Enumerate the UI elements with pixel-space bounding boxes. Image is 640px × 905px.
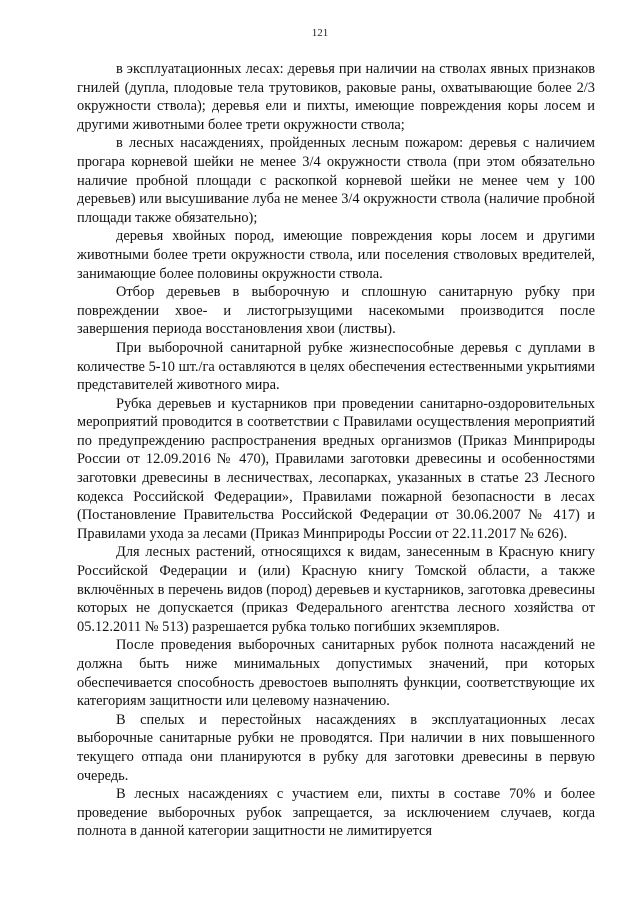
paragraph-stand-density: После проведения выборочных санитарных рубок полнота насаждений не должна быть ниже минимальных допустимых значений, при которых обеспечивается способность древостоев выполнять функции, соответствующие их категориям защитности или целевому назначению.: [77, 637, 595, 710]
paragraph-hollow-trees: При выборочной санитарной рубке жизнеспособные деревья с дуплами в количестве 5-10 шт./га оставляются в целях обеспечения естественными укрытиями представителей животного мира.: [77, 339, 595, 394]
paragraph-mature-stands: В спелых и перестойных насаждениях в эксплуатационных лесах выборочные санитарные рубки не проводятся. При наличии в них повышенного текущего отпада они планируются в рубку для заготовки древесины в первую очередь.: [77, 711, 595, 784]
paragraph-insect-damage-selection: Отбор деревьев в выборочную и сплошную санитарную рубку при повреждении хвое- и листогрызущими насекомыми производится после завершения периода восстановления хвои (листвы).: [77, 284, 595, 338]
paragraph-red-book-species: Для лесных растений, относящихся к видам, занесенным в Красную книгу Российской Федерации и (или) Красную книгу Томской области, а также включённых в перечень видов (пород) деревьев и кустарников, заготовка древесины которых не допускается (приказ Федерального агентства лесного хозяйства от 05.12.2011 № 513) разрешается рубка только погибших экземпляров.: [77, 544, 595, 635]
paragraph-exploitation-forests: в эксплуатационных лесах: деревья при наличии на стволах явных признаков гнилей (дупла, плодовые тела трутовиков, раковые раны, охватывающие более 2/3 окружности ствола); деревья ели и пихты, имеющие повреждения коры лосем и другими животными более трети окружности ствола;: [77, 61, 595, 133]
paragraph-sanitary-felling-rules: Рубка деревьев и кустарников при проведении санитарно-оздоровительных мероприятий проводится в соответствии с Правилами осуществления мероприятий по предупреждению распространения вредных организмов (Приказ Минприроды России от 12.09.2016 № 470), Правилами заготовки древесины и особенностями заготовки древесины в лесничествах, лесопарках, указанных в статье 23 Лесного кодекса Российской Федерации», Правилами пожарной безопасности в лесах (Постановление Правительства Российской Федерации от 30.06.2007 № 417) и Правилами ухода за лесами (Приказ Минприроды России от 22.11.2017 № 626).: [77, 395, 595, 542]
document-body: [77, 60, 595, 841]
paragraph-conifer-bark-damage: деревья хвойных пород, имеющие повреждения коры лосем и другими животными более трети окружности ствола, или поселения стволовых вредителей, занимающие более половины окружности ствола.: [77, 228, 595, 282]
paragraph-spruce-fir-stands: В лесных насаждениях с участием ели, пихты в составе 70% и более проведение выборочных рубок запрещается, за исключением случаев, когда полнота в данной категории защитности не лимитируется: [77, 786, 595, 840]
page-number: 121: [311, 27, 329, 39]
paragraph-fire-damaged-stands: в лесных насаждениях, пройденных лесным пожаром: деревья с наличием прогара корневой шейки не менее 3/4 окружности ствола (при этом обязательно наличие пробной площади с раскопкой корневой шейки не менее чем у 100 деревьев) или высушивание луба не менее 3/4 окружности ствола (наличие пробной площади также обязательно);: [77, 135, 595, 226]
